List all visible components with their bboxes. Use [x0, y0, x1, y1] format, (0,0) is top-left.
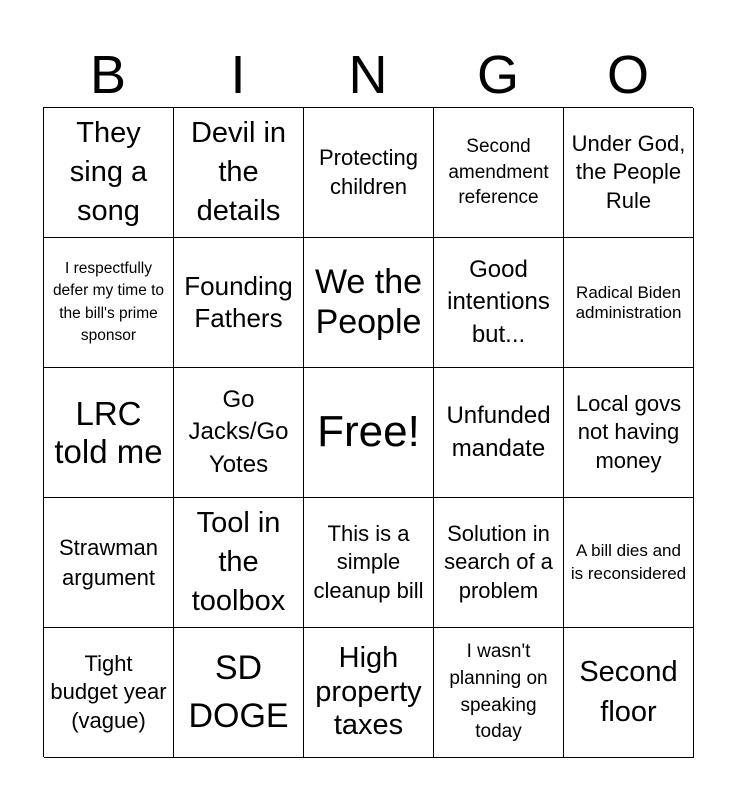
cell-text: I respectfully defer my time to the bill's prime sponsor: [52, 259, 165, 344]
cell-text: We the People: [314, 263, 423, 341]
cell-text: Founding Fathers: [184, 271, 293, 333]
header-letter-o: O: [606, 45, 649, 105]
cell-text: Good intentions but...: [447, 255, 550, 348]
header-letter-b: B: [89, 45, 127, 105]
bingo-cell-r1c5[interactable]: [564, 108, 694, 238]
bingo-cell-r3c3[interactable]: [304, 368, 434, 498]
cell-text: I wasn't planning on speaking today: [449, 641, 548, 743]
bingo-cell-r5c5[interactable]: [564, 628, 694, 758]
cell-text: Tool in the toolbox: [191, 506, 286, 618]
free-space: Free!: [317, 407, 420, 457]
cell-text: Devil in the details: [190, 116, 287, 228]
cell-text: This is a simple cleanup bill: [313, 520, 424, 603]
bingo-cell-r4c3[interactable]: [304, 498, 434, 628]
cell-text: Local govs not having money: [575, 390, 682, 473]
cell-text: Unfunded mandate: [446, 402, 551, 462]
bingo-cell-r4c4[interactable]: [434, 498, 564, 628]
cell-text: LRC told me: [54, 394, 163, 470]
bingo-cell-r3c2[interactable]: [174, 368, 304, 498]
bingo-cell-r4c1[interactable]: [44, 498, 174, 628]
bingo-cell-r3c5[interactable]: [564, 368, 694, 498]
bingo-cell-r5c4[interactable]: [434, 628, 564, 758]
bingo-cell-r2c1[interactable]: [44, 238, 174, 368]
cell-text: Solution in search of a problem: [444, 520, 553, 603]
bingo-cell-r2c2[interactable]: [174, 238, 304, 368]
bingo-header: [43, 44, 693, 106]
bingo-cell-r1c1[interactable]: [44, 108, 174, 238]
cell-text: High property taxes: [315, 642, 422, 742]
cell-text: Protecting children: [318, 144, 419, 199]
bingo-cell-r3c1[interactable]: [44, 368, 174, 498]
cell-text: SD DOGE: [188, 648, 289, 735]
bingo-cell-r5c1[interactable]: [44, 628, 174, 758]
bingo-cell-r1c3[interactable]: [304, 108, 434, 238]
bingo-cell-r1c4[interactable]: [434, 108, 564, 238]
cell-text: Go Jacks/Go Yotes: [188, 385, 289, 478]
bingo-card: [43, 107, 693, 757]
bingo-cell-r1c2[interactable]: [174, 108, 304, 238]
cell-text: Strawman argument: [58, 534, 159, 590]
bingo-cell-r2c3[interactable]: [304, 238, 434, 368]
cell-text: Tight budget year (vague): [50, 650, 167, 733]
bingo-cell-r2c5[interactable]: [564, 238, 694, 368]
bingo-cell-r4c5[interactable]: [564, 498, 694, 628]
cell-text: They sing a song: [69, 116, 148, 228]
cell-text: Second floor: [579, 656, 678, 728]
cell-text: A bill dies and is reconsidered: [570, 540, 687, 583]
bingo-cell-r2c4[interactable]: [434, 238, 564, 368]
cell-text: Radical Biden administration: [575, 282, 682, 322]
cell-text: Second amendment reference: [448, 136, 549, 209]
header-letter-g: G: [476, 45, 519, 105]
bingo-cell-r4c2[interactable]: [174, 498, 304, 628]
bingo-cell-r3c4[interactable]: [434, 368, 564, 498]
header-letter-i: I: [230, 45, 246, 105]
bingo-cell-r5c2[interactable]: [174, 628, 304, 758]
bingo-cell-r5c3[interactable]: [304, 628, 434, 758]
cell-text: Under God, the People Rule: [571, 130, 686, 213]
header-letter-n: N: [348, 45, 388, 105]
